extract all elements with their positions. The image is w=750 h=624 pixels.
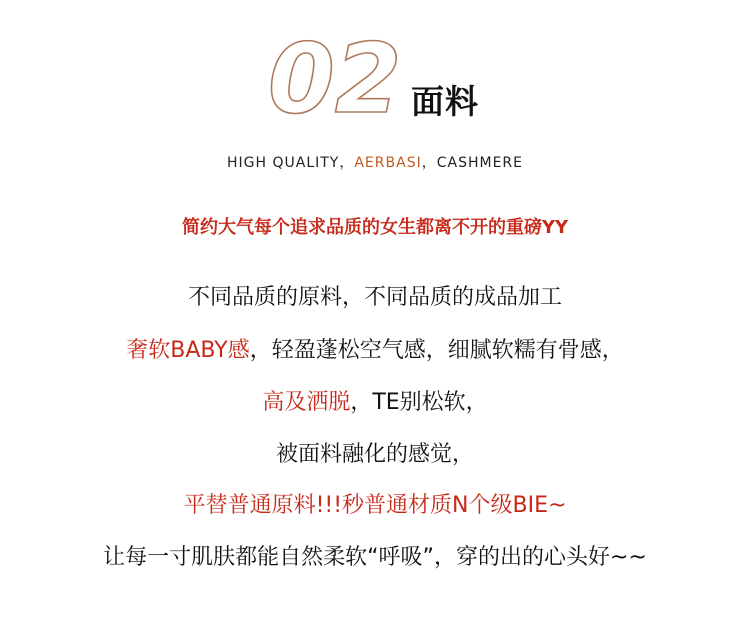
body-line-2-highlight: 奢软BABY感 <box>126 338 250 363</box>
section-title: 面料 <box>411 82 479 121</box>
subtitle-part2: ，CASHMERE <box>421 155 523 171</box>
body-line-2-text: ，轻盈蓬松空气感，细腻软糯有骨感， <box>249 338 624 363</box>
body-line-4: 被面料融化的感觉， <box>275 442 474 467</box>
section-number-text: 02 <box>268 28 402 124</box>
body-line-6: 让每一寸肌肤都能自然柔软“呼吸”，穿的出的心头好~~ <box>103 545 647 570</box>
body-line-3-highlight: 高及洒脱 <box>262 390 351 415</box>
subtitle-part1: HIGH QUALITY， <box>227 155 355 171</box>
body-line-5: 平替普通原料!!!秒普通材质N个级BIE~ <box>183 493 567 518</box>
section-header <box>0 28 750 128</box>
section-number-outline <box>262 28 402 124</box>
body-line-2 <box>0 333 750 364</box>
tagline: 简约大气每个追求品质的女生都离不开的重磅YY <box>181 217 569 238</box>
body-line-3-text: ，TE别松软， <box>350 390 488 415</box>
quality-subtitle <box>0 152 750 172</box>
subtitle-accent: AERBASI <box>354 155 422 171</box>
section-number <box>262 28 402 124</box>
body-line-1: 不同品质的原料，不同品质的成品加工 <box>187 285 562 310</box>
body-line-3 <box>0 385 750 416</box>
